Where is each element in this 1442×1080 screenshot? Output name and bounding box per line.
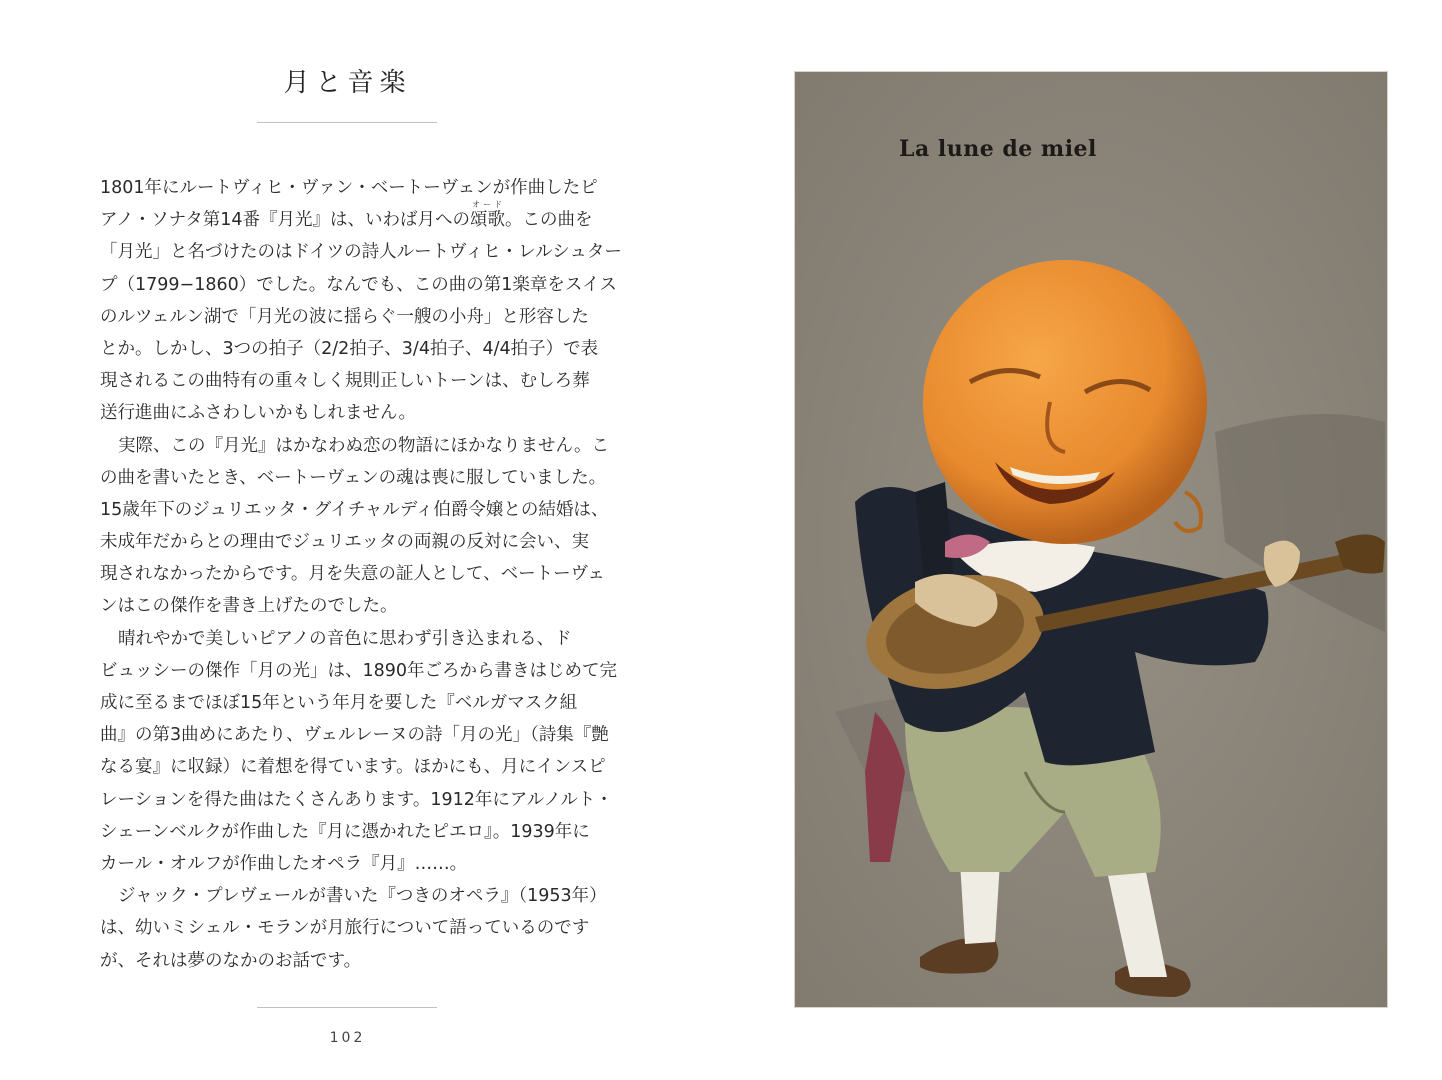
ruby-word: [470, 200, 505, 236]
text-line: プ（1799−1860）でした。なんでも、この曲の第1楽章をスイス: [100, 274, 617, 295]
text-line: 晴れやかで美しいピアノの音色に思わず引き込まれる、ド: [118, 628, 572, 649]
text-line: とか。しかし、3つの拍子（2/2拍子、3/4拍子、4/4拍子）で表: [100, 338, 599, 359]
body-text: [100, 172, 622, 977]
ruby-base: 頌歌: [470, 210, 505, 231]
ruby-reading: オード: [472, 200, 505, 210]
text-line: 未成年だからとの理由でジュリエッタの両親の反対に会い、実: [100, 532, 589, 553]
text-line: なる宴』に収録）に着想を得ています。ほかにも、月にインスピ: [100, 757, 606, 778]
left-page: [0, 0, 700, 1080]
text-line-part: 。この曲を: [505, 210, 593, 231]
text-line: 現されなかったからです。月を失意の証人として、ベートーヴェ: [100, 564, 605, 585]
text-line: 現されるこの曲特有の重々しく規則正しいトーンは、むしろ葬: [100, 371, 590, 392]
text-line: ジャック・プレヴェールが書いた『つきのオペラ』（1953年）: [118, 886, 607, 907]
text-line: ビュッシーの傑作「月の光」は、1890年ごろから書きはじめて完: [100, 660, 618, 681]
text-line: は、幼いミシェル・モランが月旅行について語っているのです: [100, 918, 590, 939]
postcard-caption: La lune de miel: [899, 136, 1097, 162]
footer-divider: [257, 1007, 437, 1008]
text-line: の曲を書いたとき、ベートーヴェンの魂は喪に服していました。: [100, 467, 607, 488]
text-line-part: アノ・ソナタ第14番『月光』は、いわば月への: [100, 210, 470, 231]
left-stocking: [960, 862, 1000, 944]
text-line: 送行進曲にふさわしいかもしれません。: [100, 403, 417, 424]
title-divider: [257, 122, 437, 123]
text-line: レーションを得た曲はたくさんあります。1912年にアルノルト・: [100, 789, 613, 810]
text-line: が、それは夢のなかのお話です。: [100, 950, 362, 971]
text-line: ンはこの傑作を書き上げたのでした。: [100, 596, 398, 617]
moon-musician-figure: [795, 72, 1387, 1007]
page-number: 102: [329, 1030, 366, 1046]
text-line: 実際、この『月光』はかなわぬ恋の物語にほかなりません。こ: [118, 435, 610, 456]
text-line: 成に至るまでほぼ15年という年月を要した『ベルガマスク組: [100, 693, 578, 713]
text-line: [100, 200, 594, 236]
page-title: 月と音楽: [283, 68, 412, 98]
text-line: 1801年にルートヴィヒ・ヴァン・ベートーヴェンが作曲したピ: [100, 178, 598, 198]
postcard-illustration: [794, 71, 1388, 1008]
text-line: カール・オルフが作曲したオペラ『月』……。: [100, 853, 468, 874]
text-line: シェーンベルクが作曲した『月に憑かれたピエロ』。1939年に: [100, 821, 590, 842]
text-line: のルツェルン湖で「月光の波に揺らぐ一艘の小舟」と形容した: [100, 306, 589, 327]
text-line: 「月光」と名づけたのはドイツの詩人ルートヴィヒ・レルシュター: [100, 242, 622, 263]
text-line: 曲』の第3曲めにあたり、ヴェルレーヌの詩「月の光」（詩集『艶: [100, 725, 609, 746]
text-line: 15歳年下のジュリエッタ・グイチャルディ伯爵令嬢との結婚は、: [100, 499, 609, 520]
